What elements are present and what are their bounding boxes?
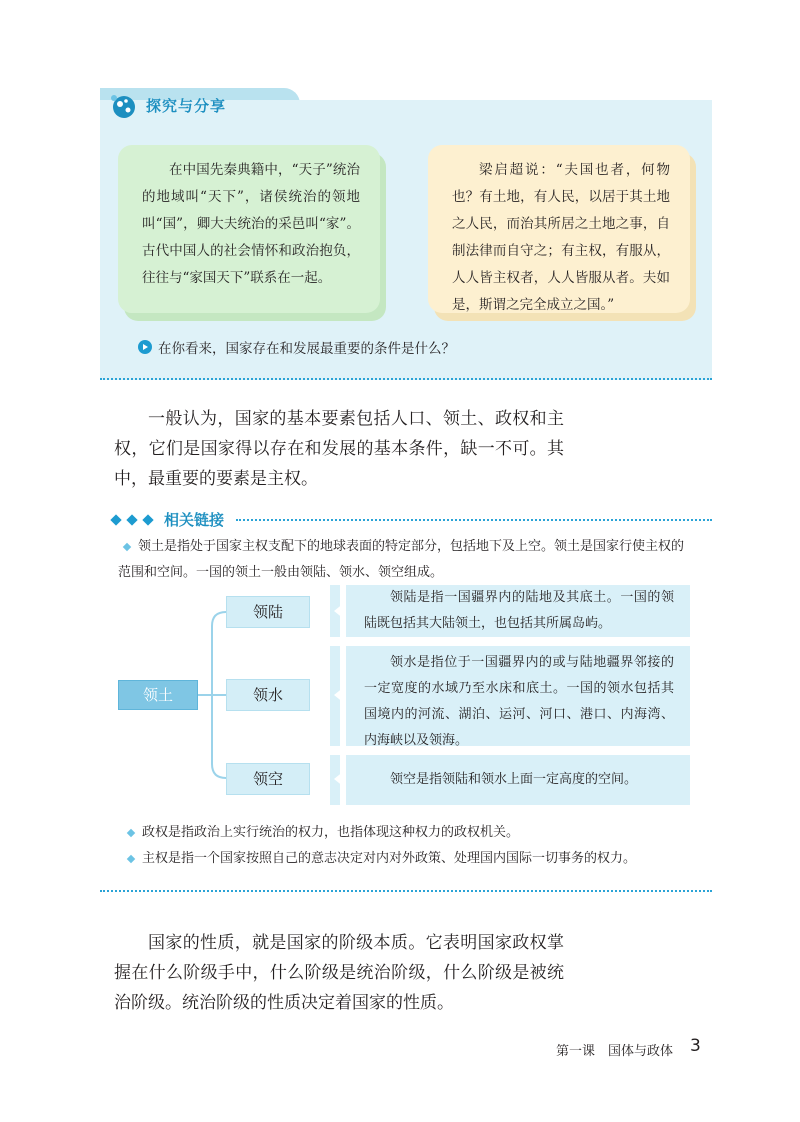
water-desc-text: 领水是指位于一国疆界内的或与陆地疆界邻接的一定宽度的水域乃至水床和底土。一国的领水包括其国境内的河流、湖泊、运河、河口、港口、内海湾、内海峡以及领海。 (364, 655, 674, 748)
section-divider (100, 890, 712, 892)
card-pre-qin-classics (118, 145, 380, 313)
section-divider (100, 378, 712, 380)
chapter-title: 第一课 国体与政体 (556, 1044, 674, 1059)
air-desc-text: 领空是指领陆和领水上面一定高度的空间。 (390, 772, 638, 787)
land-desc-text: 领陆是指一国疆界内的陆地及其底土。一国的领陆既包括其大陆领土，也包括其所属岛屿。 (364, 590, 674, 631)
related-links-title: 相关链接 (164, 511, 225, 529)
discussion-question (138, 337, 455, 357)
related-links-header (112, 509, 224, 530)
bullet-diamond-icon (127, 828, 135, 836)
bullet-diamond-icon (127, 854, 135, 862)
diamond-icon (142, 514, 153, 525)
sovereignty-note (144, 846, 704, 872)
paragraph-state-nature: 国家的性质，就是国家的阶级本质。它表明国家政权掌握在什么阶级手中，什么阶级是统治阶级，什么阶级是被统治阶级。统治阶级的性质决定着国家的性质。 (114, 933, 564, 1013)
question-text: 在你看来，国家存在和发展最重要的条件是什么？ (158, 341, 455, 357)
airspace-box: 领空 (226, 763, 310, 795)
land-territory-box: 领陆 (226, 596, 310, 628)
related-links-divider (236, 519, 712, 521)
paragraph-basic-elements: 一般认为，国家的基本要素包括人口、领土、政权和主权，它们是国家得以存在和发展的基本条件，缺一不可。其中，最重要的要素是主权。 (114, 409, 564, 489)
bullet-diamond-icon (123, 542, 131, 550)
diagram-connectors (196, 600, 228, 790)
play-arrow-icon (138, 340, 152, 354)
card-liang-qichao-quote (428, 145, 690, 313)
explore-share-icon (108, 92, 138, 120)
airspace-desc (346, 755, 690, 805)
territorial-waters-box: 领水 (226, 679, 310, 711)
land-desc-arrow (334, 603, 344, 619)
regime-note-text: 政权是指政治上实行统治的权力，也指体现这种权力的政权机关。 (142, 825, 520, 840)
territory-note (118, 534, 694, 586)
card-left-text: 在中国先秦典籍中，“天子”统治的地域叫“天下”，诸侯统治的领地叫“国”，卿大夫统治的采邑叫“家”。古代中国人的社会情怀和政治抱负，往往与“家国天下”联系在一起。 (142, 162, 360, 286)
territorial-waters-desc (346, 646, 690, 746)
diamond-icon (126, 514, 137, 525)
page-number: 3 (690, 1036, 701, 1056)
card-right-text: 梁启超说：“夫国也者，何物也？有土地，有人民，以居于其土地之人民，而治其所居之土地之事，自制法律而自守之；有主权，有服从，人人皆主权者，人人皆服从者。夫如是，斯谓之完全成立之国。” (452, 162, 670, 313)
sovereignty-note-text: 主权是指一个国家按照自己的意志决定对内对外政策、处理国内国际一切事务的权力。 (142, 851, 637, 866)
territory-note-text: 领土是指处于国家主权支配下的地球表面的特定部分，包括地下及上空。领土是国家行使主权的范围和空间。一国的领土一般由领陆、领水、领空组成。 (118, 539, 685, 580)
territory-root-box: 领土 (118, 680, 198, 710)
water-desc-arrow (334, 687, 344, 703)
air-desc-arrow (334, 771, 344, 787)
regime-note (144, 820, 704, 846)
land-territory-desc (346, 585, 690, 637)
explore-section-title: 探究与分享 (146, 97, 227, 115)
diamond-icon (110, 514, 121, 525)
